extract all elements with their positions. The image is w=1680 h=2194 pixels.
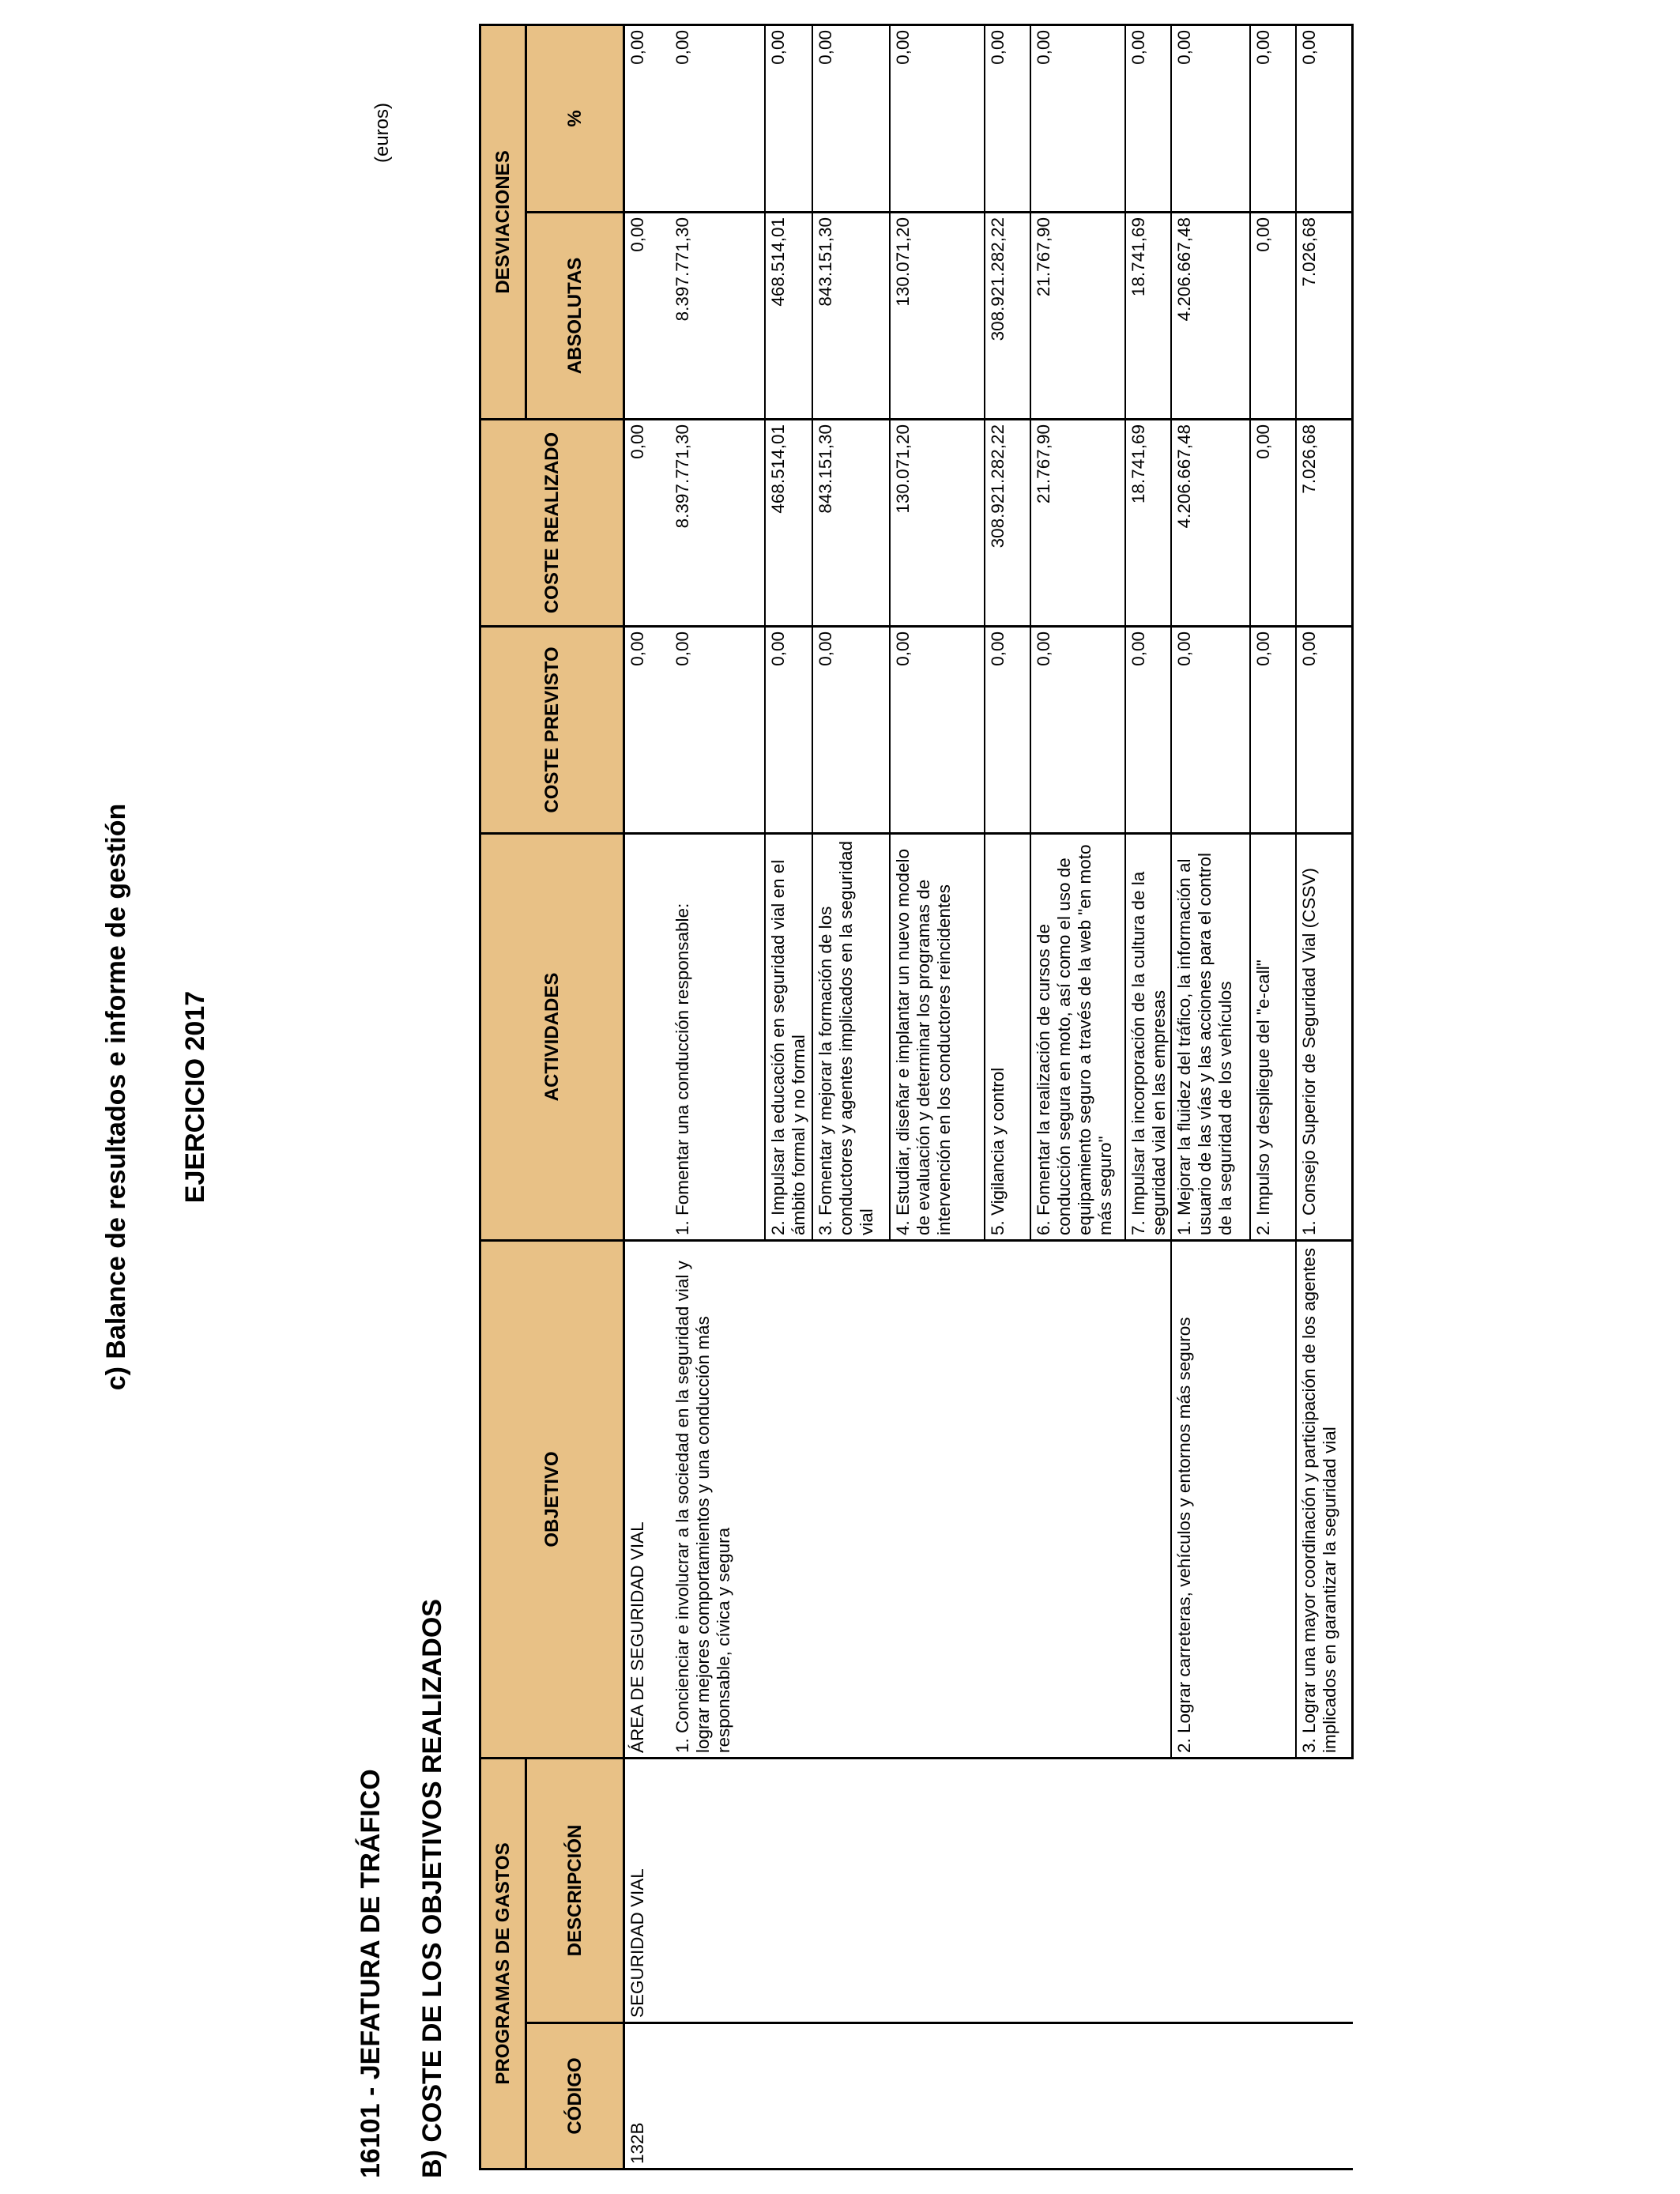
ejercicio-title: EJERCICIO 2017 [180,990,210,1204]
objetivo-cell [812,1240,890,1758]
group-desviaciones-header: DESVIACIONES [480,25,526,419]
objetivo-cell [985,1240,1030,1758]
table-row [624,25,670,2169]
objetivo-cell [765,1240,812,1758]
desviacion-absoluta-cell: 130.071,20 [890,212,985,419]
desviacion-absoluta-cell: 308.921.282,22 [985,212,1030,419]
desviacion-pct-cell: 0,00 [985,25,1030,212]
coste-realizado-cell: 8.397.771,30 [670,419,765,626]
group-programas-header: PROGRAMAS DE GASTOS [480,1758,526,2169]
coste-previsto-cell: 0,00 [985,626,1030,833]
desviacion-absoluta-cell: 468.514,01 [765,212,812,419]
desviacion-absoluta-cell: 8.397.771,30 [670,212,765,419]
objetivo-cell: 3. Lograr una mayor coordinación y participación de los agentes implicados en garantizar la seguridad vial [1296,1240,1353,1758]
coste-realizado-cell: 308.921.282,22 [985,419,1030,626]
actividad-cell: 1. Fomentar una conducción responsable: [670,833,765,1240]
coste-previsto-cell: 0,00 [1250,626,1296,833]
objetivo-cell [1250,1240,1296,1758]
coste-previsto-cell: 0,00 [670,626,765,833]
objetivo-cell: ÁREA DE SEGURIDAD VIAL [624,1240,670,1758]
desviacion-absoluta-cell: 18.741,69 [1125,212,1171,419]
desviacion-absoluta-cell: 7.026,68 [1296,212,1353,419]
coste-previsto-cell: 0,00 [1030,626,1125,833]
desviacion-absoluta-cell: 21.767,90 [1030,212,1125,419]
actividad-cell: 4. Estudiar, diseñar e implantar un nuevo modelo de evaluación y determinar los programas de intervención en los conductores reincidentes [890,833,985,1240]
subtitle-heading: B) COSTE DE LOS OBJETIVOS REALIZADOS [417,1599,447,2178]
objetivo-cell [1030,1240,1125,1758]
actividades-header: ACTIVIDADES [480,833,624,1240]
coste-previsto-cell: 0,00 [1171,626,1250,833]
actividad-cell: 5. Vigilancia y control [985,833,1030,1240]
desviacion-pct-cell: 0,00 [890,25,985,212]
desviacion-pct-cell: 0,00 [1171,25,1250,212]
desviacion-pct-cell: 0,00 [670,25,765,212]
coste-realizado-cell: 7.026,68 [1296,419,1353,626]
pct-header: % [526,25,624,212]
coste-previsto-cell: 0,00 [1296,626,1353,833]
desviacion-pct-cell: 0,00 [1030,25,1125,212]
desviacion-absoluta-cell: 0,00 [624,212,670,419]
coste-previsto-cell: 0,00 [812,626,890,833]
objetivo-header: OBJETIVO [480,1240,624,1758]
coste-realizado-cell: 0,00 [624,419,670,626]
actividad-cell: 6. Fomentar la realización de cursos de conducción segura en moto, así como el uso de equipamiento seguro a través de la web "en moto más seguro" [1030,833,1125,1240]
coste-realizado-cell: 21.767,90 [1030,419,1125,626]
desviacion-pct-cell: 0,00 [812,25,890,212]
coste-previsto-cell: 0,00 [624,626,670,833]
coste-previsto-header: COSTE PREVISTO [480,626,624,833]
desviacion-absoluta-cell: 0,00 [1250,212,1296,419]
codigo-cell: 132B [624,2023,1353,2169]
coste-realizado-cell: 4.206.667,48 [1171,419,1250,626]
desviacion-pct-cell: 0,00 [765,25,812,212]
desviacion-pct-cell: 0,00 [1125,25,1171,212]
descripcion-header: DESCRIPCIÓN [526,1758,624,2022]
actividad-cell: 1. Mejorar la fluidez del tráfico, la información al usuario de las vías y las acciones para el control de la seguridad de los vehículos [1171,833,1250,1240]
units-label: (euros) [371,102,393,163]
coste-realizado-cell: 130.071,20 [890,419,985,626]
actividad-cell: 2. Impulso y despliegue del "e-call" [1250,833,1296,1240]
coste-realizado-cell: 468.514,01 [765,419,812,626]
objetivo-cell: 2. Lograr carreteras, vehículos y entornos más seguros [1171,1240,1250,1758]
desviacion-pct-cell: 0,00 [1250,25,1296,212]
coste-realizado-cell: 18.741,69 [1125,419,1171,626]
desviacion-absoluta-cell: 4.206.667,48 [1171,212,1250,419]
codigo-header: CÓDIGO [526,2023,624,2169]
coste-previsto-cell: 0,00 [890,626,985,833]
section-title: c) Balance de resultados e informe de gestión [101,803,131,1391]
coste-previsto-cell: 0,00 [1125,626,1171,833]
actividad-cell: 7. Impulsar la incorporación de la cultura de la seguridad vial en las empresas [1125,833,1171,1240]
objetivo-cell [890,1240,985,1758]
actividad-cell: 1. Consejo Superior de Seguridad Vial (CSSV) [1296,833,1353,1240]
absolutas-header: ABSOLUTAS [526,212,624,419]
coste-realizado-cell: 843.151,30 [812,419,890,626]
actividad-cell: 3. Fomentar y mejorar la formación de los conductores y agentes implicados en la seguridad vial [812,833,890,1240]
desviacion-pct-cell: 0,00 [624,25,670,212]
desviacion-pct-cell: 0,00 [1296,25,1353,212]
coste-realizado-header: COSTE REALIZADO [480,419,624,626]
objetivo-cell [1125,1240,1171,1758]
descripcion-cell: SEGURIDAD VIAL [624,1758,1353,2022]
coste-previsto-cell: 0,00 [765,626,812,833]
desviacion-absoluta-cell: 843.151,30 [812,212,890,419]
coste-realizado-cell: 0,00 [1250,419,1296,626]
actividad-cell [624,833,670,1240]
actividad-cell: 2. Impulsar la educación en seguridad vial en el ámbito formal y no formal [765,833,812,1240]
cost-table [479,24,1354,2170]
objetivo-cell: 1. Concienciar e involucrar a la sociedad en la seguridad vial y lograr mejores comportamientos y una conducción más responsable, cívica y segura [670,1240,765,1758]
entity-heading: 16101 - JEFATURA DE TRÁFICO [356,1769,386,2178]
